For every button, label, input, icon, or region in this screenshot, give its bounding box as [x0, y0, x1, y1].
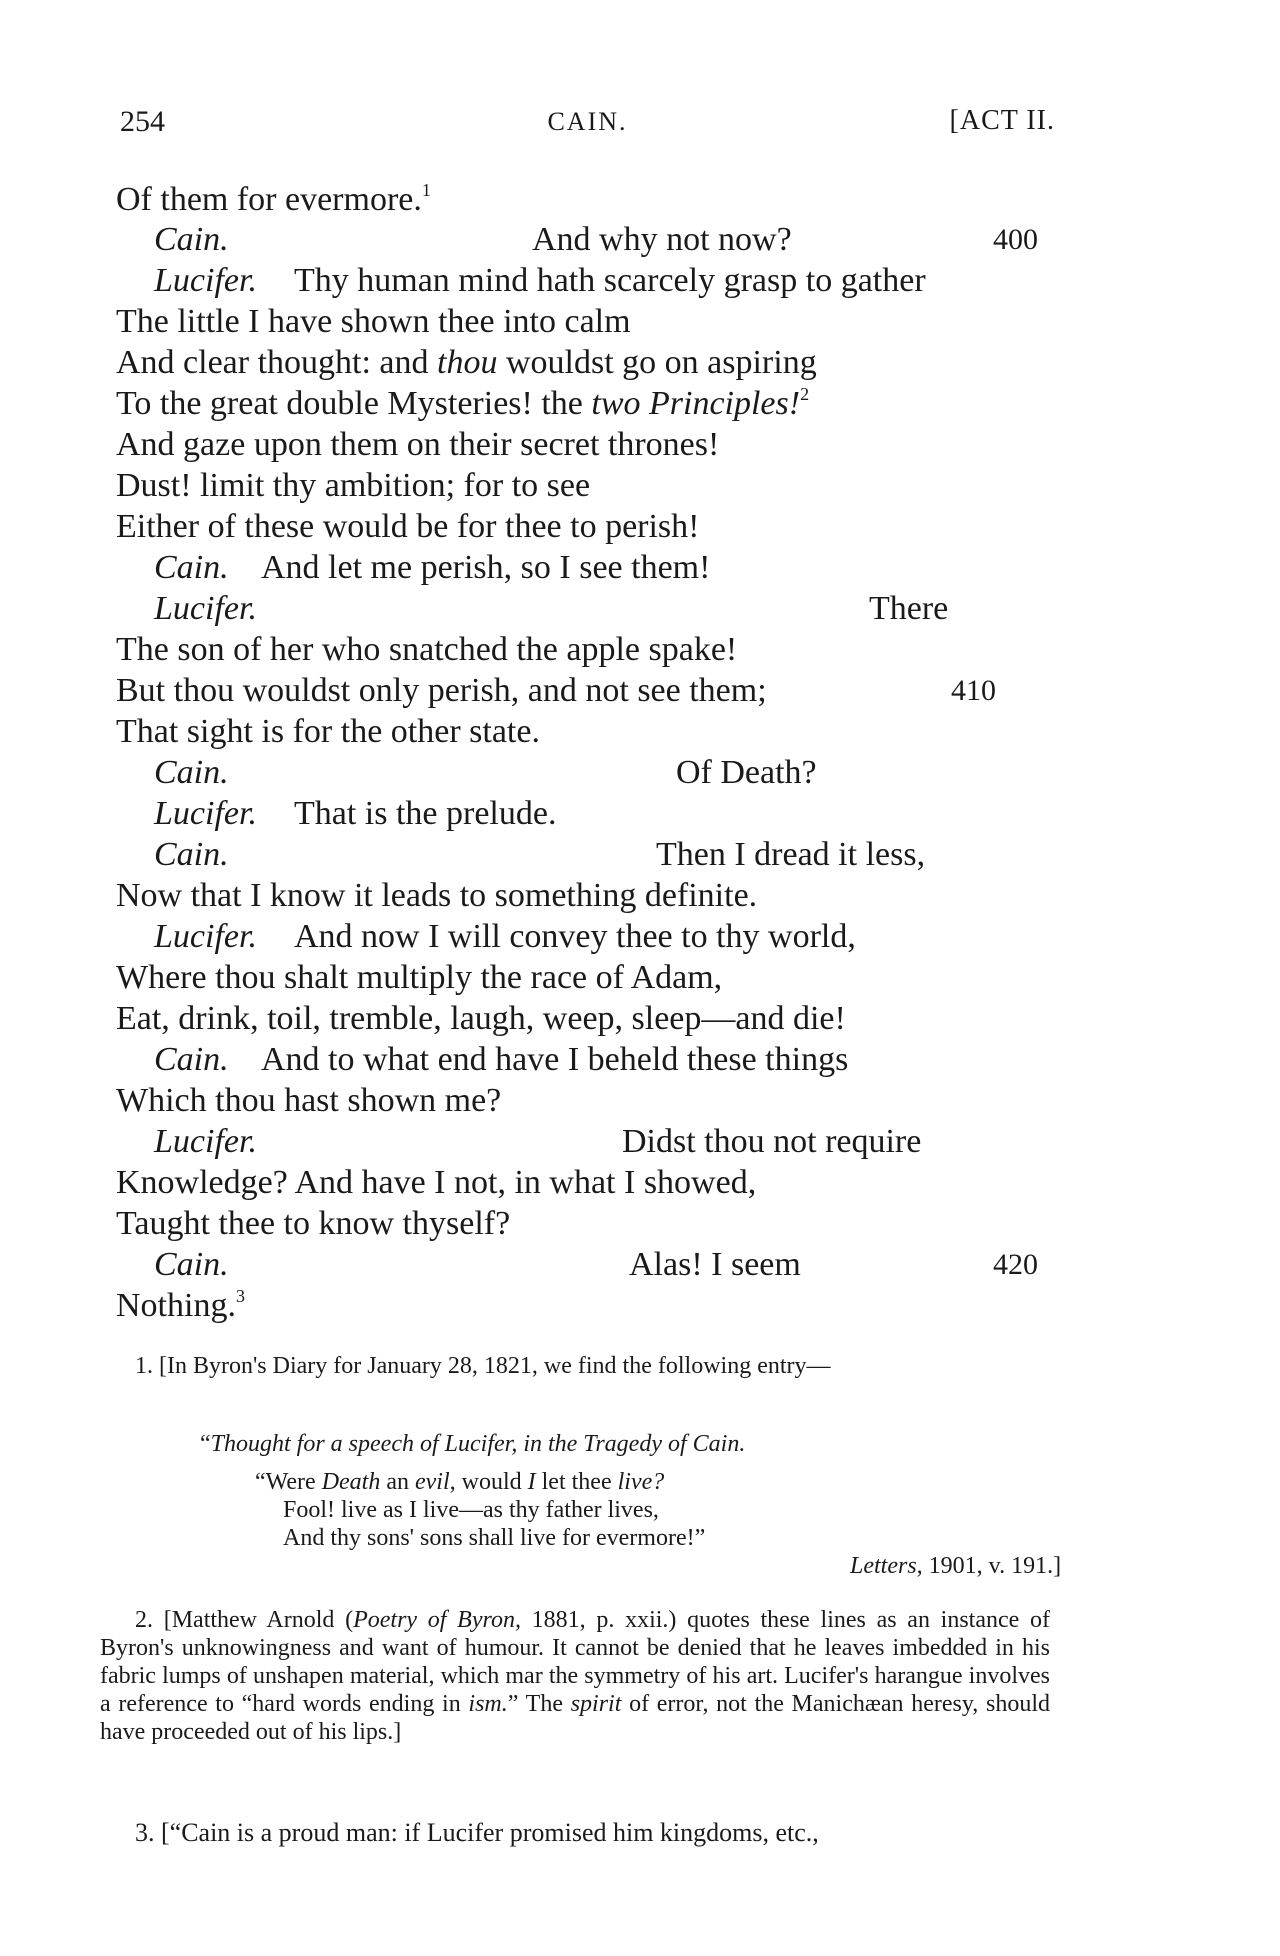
quote-line: And thy sons' sons shall live for evermore!”	[283, 1525, 706, 1551]
verse-line: Which thou hast shown me?	[116, 1082, 502, 1119]
footnote-1: 1. [In Byron's Diary for January 28, 1821, we find the following entry—	[135, 1353, 831, 1379]
verse-line: Lucifer. Didst thou not require	[154, 1123, 922, 1160]
speaker-name: Cain.	[154, 1041, 229, 1078]
verse-line: Nothing.$^3$	[116, 1286, 245, 1324]
speaker-name: Cain.	[154, 221, 229, 258]
verse-line: Dust! limit thy ambition; for to see	[116, 467, 591, 504]
footnote-ref: 1	[421, 180, 431, 200]
quote-line: Fool! live as I live—as thy father lives,	[283, 1497, 659, 1523]
verse-line: Lucifer. And now I will convey thee to thy world,	[154, 918, 856, 955]
footnote-ref: 2	[800, 384, 810, 404]
quote-line: “Were Death an evil, would I let thee live?	[255, 1469, 665, 1495]
line-number: 420	[993, 1248, 1038, 1281]
verse-line: The little I have shown thee into calm	[116, 303, 631, 340]
running-header	[120, 105, 1055, 145]
verse-line: To the great double Mysteries! the two Principles!$^2$	[116, 384, 810, 422]
speaker-name: Cain.	[154, 1246, 229, 1283]
footnote-ref: 3	[235, 1286, 245, 1306]
verse-line: Eat, drink, toil, tremble, laugh, weep, sleep—and die!	[116, 1000, 846, 1037]
verse-line: Either of these would be for thee to perish!	[116, 508, 700, 545]
verse-line: Cain. Of Death?	[154, 754, 817, 791]
verse-line: Lucifer. Thy human mind hath scarcely grasp to gather	[154, 262, 926, 299]
verse-line: Now that I know it leads to something definite.	[116, 877, 758, 914]
verse-line: Lucifer. That is the prelude.	[154, 795, 557, 832]
verse-line: Lucifer. There	[154, 590, 949, 627]
footnote-3: 3. [“Cain is a proud man: if Lucifer promised him kingdoms, etc.,	[135, 1818, 819, 1847]
verse-line: Knowledge? And have I not, in what I showed,	[116, 1164, 757, 1201]
speaker-name: Lucifer.	[154, 590, 257, 627]
speaker-name: Lucifer.	[154, 262, 257, 299]
line-number: 410	[951, 674, 996, 707]
page-number: 254	[120, 105, 165, 138]
speaker-name: Cain.	[154, 754, 229, 791]
speaker-name: Cain.	[154, 836, 229, 873]
speaker-name: Cain.	[154, 549, 229, 586]
verse-line: Cain. And let me perish, so I see them!	[154, 549, 711, 586]
verse-line: Cain. Alas! I seem 420	[154, 1246, 1038, 1283]
footnote-2: 2. [Matthew Arnold (Poetry of Byron, 1881, p. xxii.) quotes these lines as an instance of Byron's unknowingness and want of humour. It cannot be denied that he leaves imbedded in his fabric lumps of unshapen material, which mar the symmetry of his art. Lucifer's harangue involves a reference to “hard words ending in ism.” The spirit of error, not the Manichæan heresy, should have proceeded out of his lips.]	[100, 1607, 1050, 1745]
act-label: [ACT II.	[949, 105, 1055, 136]
verse-line: Cain. And to what end have I beheld these things	[154, 1041, 849, 1078]
verse-line: That sight is for the other state.	[116, 713, 540, 750]
verse-line: Of them for evermore.$^1$	[116, 180, 431, 218]
quote-source: Letters, 1901, v. 191.]	[850, 1553, 1062, 1579]
running-title: CAIN.	[547, 107, 628, 136]
verse-line: But thou wouldst only perish, and not see them; 410	[116, 672, 996, 709]
verse-line: And clear thought: and thou wouldst go on aspiring	[116, 344, 817, 381]
speaker-name: Lucifer.	[154, 918, 257, 955]
speaker-name: Lucifer.	[154, 1123, 257, 1160]
speaker-name: Lucifer.	[154, 795, 257, 832]
verse-line: And gaze upon them on their secret thrones!	[116, 426, 720, 463]
verse-line: Where thou shalt multiply the race of Adam,	[116, 959, 723, 996]
line-number: 400	[993, 223, 1038, 256]
verse-line: The son of her who snatched the apple spake!	[116, 631, 738, 668]
verse-line: Taught thee to know thyself?	[116, 1205, 511, 1242]
quote-heading: “Thought for a speech of Lucifer, in the Tragedy of Cain.	[200, 1431, 746, 1457]
verse-line: Cain. Then I dread it less,	[154, 836, 926, 873]
verse-line: Cain. And why not now? 400	[154, 221, 1038, 258]
